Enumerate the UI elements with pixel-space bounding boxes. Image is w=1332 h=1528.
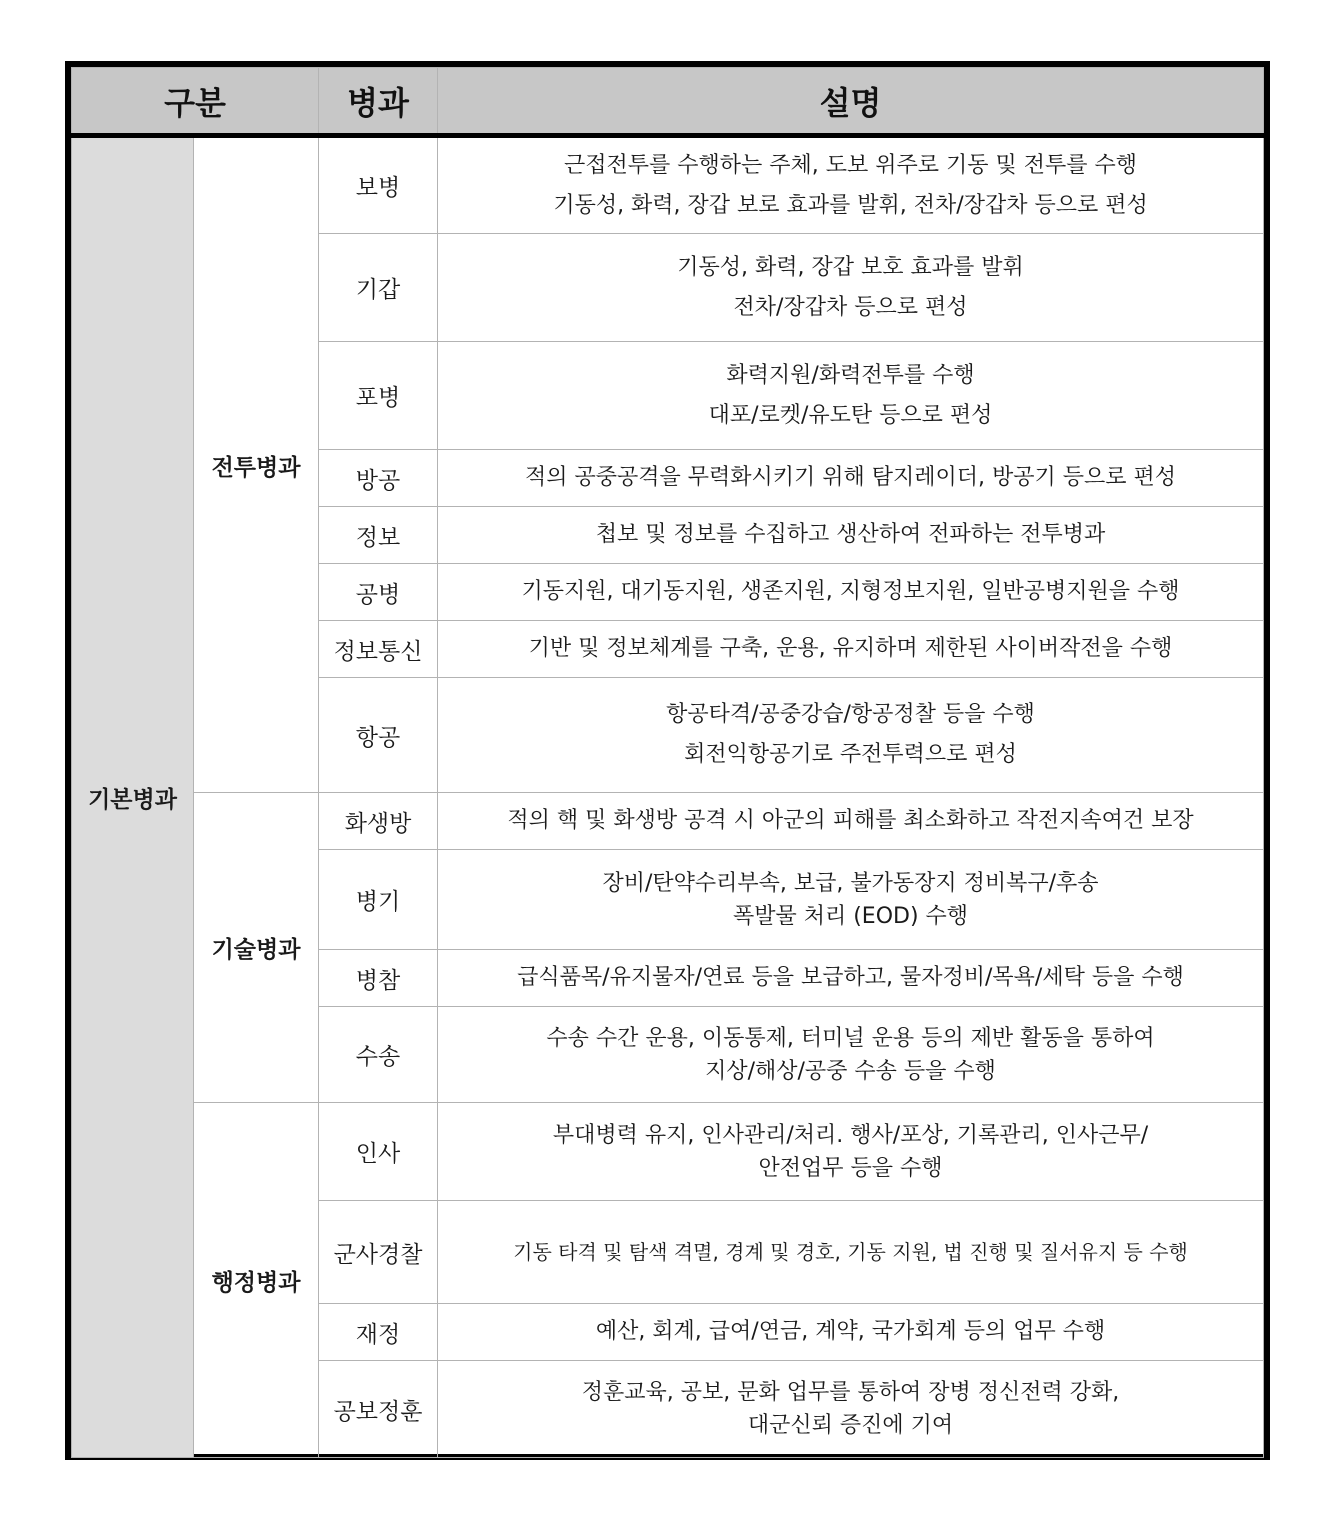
branch-cell: 병기 [319, 850, 438, 950]
description-cell [438, 1007, 1264, 1103]
branch-cell: 화생방 [319, 793, 438, 850]
description-line: 정훈교육, 공보, 문화 업무를 통하여 장병 정신전력 강화, [581, 1380, 1120, 1405]
category-basic: 기본병과 [72, 136, 194, 1458]
header-description: 설명 [438, 68, 1264, 136]
description-cell [438, 1103, 1264, 1201]
group-administrative: 행정병과 [194, 1103, 319, 1458]
description-cell [438, 136, 1264, 234]
description-line: 예산, 회계, 급여/연금, 계약, 국가회계 등의 업무 수행 [595, 1319, 1106, 1344]
description-cell [438, 342, 1264, 450]
description-line: 적의 핵 및 화생방 공격 시 아군의 피해를 최소화하고 작전지속여건 보장 [507, 808, 1194, 833]
description-cell [438, 507, 1264, 564]
description-line: 화력지원/화력전투를 수행 [726, 362, 975, 388]
description-line: 기반 및 정보체계를 구축, 운용, 유지하며 제한된 사이버작전을 수행 [528, 636, 1173, 661]
description-cell [438, 950, 1264, 1007]
table-row [72, 793, 1264, 850]
branch-cell: 포병 [319, 342, 438, 450]
branch-cell: 기갑 [319, 234, 438, 342]
description-line: 기동성, 화력, 장갑 보로 효과를 발휘, 전차/장갑차 등으로 편성 [553, 192, 1148, 218]
description-line: 폭발물 처리 (EOD) 수행 [732, 903, 969, 929]
branch-cell: 인사 [319, 1103, 438, 1201]
branch-cell: 정보통신 [319, 621, 438, 678]
table-row [72, 1103, 1264, 1201]
description-line: 적의 공중공격을 무력화시키기 위해 탐지레이더, 방공기 등으로 편성 [525, 465, 1177, 490]
description-line: 근접전투를 수행하는 주체, 도보 위주로 기동 및 전투를 수행 [564, 152, 1137, 178]
description-line: 첩보 및 정보를 수집하고 생산하여 전파하는 전투병과 [595, 522, 1106, 547]
table-row [72, 136, 1264, 234]
description-line: 대포/로켓/유도탄 등으로 편성 [708, 402, 993, 428]
description-line: 회전익항공기로 주전투력으로 편성 [684, 742, 1017, 767]
branch-cell: 정보 [319, 507, 438, 564]
branch-cell: 재정 [319, 1304, 438, 1361]
description-line: 기동지원, 대기동지원, 생존지원, 지형정보지원, 일반공병지원을 수행 [521, 579, 1180, 604]
description-cell [438, 234, 1264, 342]
group-technical: 기술병과 [194, 793, 319, 1103]
header-category: 구분 [72, 68, 319, 136]
branch-cell: 항공 [319, 678, 438, 793]
description-cell [438, 1304, 1264, 1361]
branch-cell: 군사경찰 [319, 1201, 438, 1304]
description-cell [438, 621, 1264, 678]
branch-cell: 보병 [319, 136, 438, 234]
branch-cell: 공병 [319, 564, 438, 621]
description-line: 기동성, 화력, 장갑 보호 효과를 발휘 [677, 254, 1024, 280]
table-header-row [72, 68, 1264, 136]
branch-table [71, 67, 1264, 1458]
header-branch: 병과 [319, 68, 438, 136]
description-line: 수송 수간 운용, 이동통제, 터미널 운용 등의 제반 활동을 통하여 [546, 1025, 1155, 1051]
description-cell [438, 850, 1264, 950]
description-line: 안전업무 등을 수행 [758, 1155, 943, 1181]
description-cell [438, 450, 1264, 507]
description-line: 지상/해상/공중 수송 등을 수행 [705, 1058, 996, 1084]
description-line: 대군신뢰 증진에 기여 [747, 1413, 954, 1438]
branch-cell: 방공 [319, 450, 438, 507]
branch-table-frame [65, 61, 1270, 1460]
description-line: 전차/장갑차 등으로 편성 [733, 294, 968, 320]
description-line: 급식품목/유지물자/연료 등을 보급하고, 물자정비/목욕/세탁 등을 수행 [517, 965, 1184, 990]
description-cell [438, 1361, 1264, 1458]
description-line: 항공타격/공중강습/항공정찰 등을 수행 [666, 702, 1035, 727]
branch-cell: 병참 [319, 950, 438, 1007]
group-combat: 전투병과 [194, 136, 319, 793]
description-line: 부대병력 유지, 인사관리/처리. 행사/포상, 기록관리, 인사근무/ [552, 1122, 1149, 1148]
description-cell [438, 793, 1264, 850]
description-cell [438, 678, 1264, 793]
branch-cell: 수송 [319, 1007, 438, 1103]
description-line: 장비/탄약수리부속, 보급, 불가동장지 정비복구/후송 [602, 870, 1099, 896]
description-line: 기동 타격 및 탐색 격멸, 경계 및 경호, 기동 지원, 법 진행 및 질서유지 등 수행 [513, 1240, 1188, 1264]
branch-cell: 공보정훈 [319, 1361, 438, 1458]
description-cell [438, 564, 1264, 621]
description-cell [438, 1201, 1264, 1304]
